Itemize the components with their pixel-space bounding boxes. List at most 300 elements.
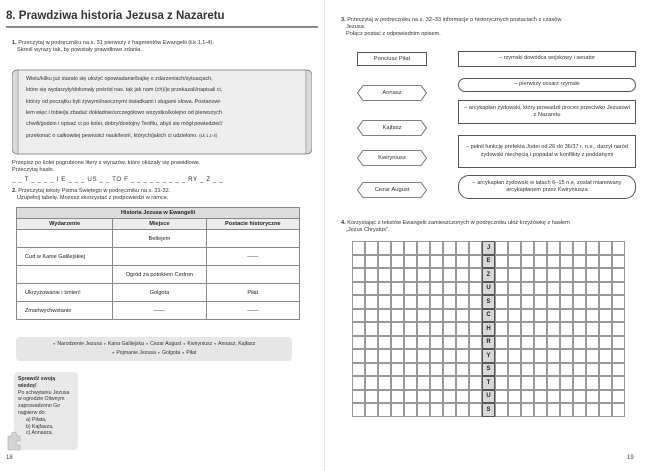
crossword-cell[interactable] <box>430 349 443 363</box>
crossword-cell[interactable] <box>599 241 612 255</box>
crossword-cell[interactable] <box>586 336 599 350</box>
crossword-cell[interactable] <box>547 268 560 282</box>
crossword-cell[interactable] <box>430 255 443 269</box>
crossword-cell[interactable] <box>391 322 404 336</box>
crossword-cell[interactable] <box>378 363 391 377</box>
crossword-cell[interactable] <box>430 309 443 323</box>
crossword-cell[interactable] <box>430 268 443 282</box>
crossword-cell[interactable] <box>378 336 391 350</box>
crossword-cell[interactable] <box>456 295 469 309</box>
crossword-cell[interactable] <box>521 241 534 255</box>
crossword-cell[interactable] <box>404 390 417 404</box>
crossword-cell[interactable] <box>469 322 482 336</box>
crossword-cell[interactable] <box>599 268 612 282</box>
crossword-cell[interactable] <box>612 390 625 404</box>
crossword-cell[interactable] <box>365 363 378 377</box>
crossword-cell[interactable] <box>443 268 456 282</box>
crossword-cell[interactable] <box>469 255 482 269</box>
crossword-cell[interactable] <box>560 363 573 377</box>
crossword-cell[interactable] <box>443 282 456 296</box>
crossword-cell[interactable] <box>352 403 365 417</box>
crossword-cell[interactable] <box>456 255 469 269</box>
crossword-cell[interactable] <box>378 349 391 363</box>
crossword-cell[interactable] <box>495 336 508 350</box>
crossword-cell[interactable] <box>352 241 365 255</box>
crossword-cell[interactable] <box>365 349 378 363</box>
crossword-cell[interactable] <box>417 241 430 255</box>
crossword-cell[interactable] <box>521 282 534 296</box>
crossword-key-cell: U <box>482 390 495 404</box>
crossword-cell[interactable] <box>495 268 508 282</box>
table-cell-event[interactable] <box>17 266 113 284</box>
crossword-cell[interactable] <box>352 309 365 323</box>
crossword-cell[interactable] <box>495 403 508 417</box>
crossword-cell[interactable] <box>443 403 456 417</box>
crossword-cell[interactable] <box>534 349 547 363</box>
crossword-cell[interactable] <box>417 295 430 309</box>
crossword-cell[interactable] <box>443 322 456 336</box>
crossword-cell[interactable] <box>560 349 573 363</box>
crossword-cell[interactable] <box>599 336 612 350</box>
crossword-cell[interactable] <box>599 255 612 269</box>
crossword-cell[interactable] <box>508 241 521 255</box>
crossword-cell[interactable] <box>508 309 521 323</box>
crossword-cell[interactable] <box>378 309 391 323</box>
crossword-cell[interactable] <box>469 336 482 350</box>
description-box[interactable]: – pierwszy cesarz rzymski <box>458 78 636 92</box>
crossword-cell[interactable] <box>456 322 469 336</box>
crossword-cell[interactable] <box>521 363 534 377</box>
crossword-cell[interactable] <box>456 376 469 390</box>
crossword-cell[interactable] <box>547 322 560 336</box>
crossword-cell[interactable] <box>495 241 508 255</box>
crossword-cell[interactable] <box>404 349 417 363</box>
crossword-cell[interactable] <box>443 390 456 404</box>
crossword-cell[interactable] <box>521 309 534 323</box>
person-kajfasz[interactable] <box>357 120 427 136</box>
crossword-cell[interactable] <box>391 241 404 255</box>
crossword-cell[interactable] <box>612 255 625 269</box>
column-header: Wydarzenie <box>17 219 113 230</box>
crossword-cell[interactable] <box>456 349 469 363</box>
crossword-cell[interactable] <box>508 363 521 377</box>
crossword-cell[interactable] <box>521 336 534 350</box>
crossword-cell[interactable] <box>495 376 508 390</box>
crossword-cell[interactable] <box>443 349 456 363</box>
crossword-cell[interactable] <box>521 390 534 404</box>
crossword-cell[interactable] <box>469 295 482 309</box>
crossword-cell[interactable] <box>599 376 612 390</box>
crossword-cell[interactable] <box>534 295 547 309</box>
crossword-cell[interactable] <box>573 309 586 323</box>
crossword-cell[interactable] <box>378 255 391 269</box>
crossword-cell[interactable] <box>404 363 417 377</box>
crossword-cell[interactable] <box>560 336 573 350</box>
description-box[interactable]: – arcykapłan żydowski, który prowadził proces przeciwko Jezusowi z Nazaretu <box>458 100 636 124</box>
crossword-cell[interactable] <box>573 376 586 390</box>
crossword-cell[interactable] <box>352 322 365 336</box>
crossword-cell[interactable] <box>508 268 521 282</box>
crossword-key-cell: U <box>482 282 495 296</box>
crossword-cell[interactable] <box>586 295 599 309</box>
crossword-cell[interactable] <box>534 390 547 404</box>
crossword-cell[interactable] <box>599 295 612 309</box>
crossword-cell[interactable] <box>352 376 365 390</box>
crossword-cell[interactable] <box>534 255 547 269</box>
crossword-cell[interactable] <box>378 282 391 296</box>
knowledge-check-box <box>14 372 78 450</box>
crossword-cell[interactable] <box>612 322 625 336</box>
knowledge-check-title: Sprawdź swoją wiedzę! <box>18 376 56 389</box>
crossword-cell[interactable] <box>586 241 599 255</box>
crossword-cell[interactable] <box>469 349 482 363</box>
crossword-cell[interactable] <box>547 309 560 323</box>
table-cell-place[interactable] <box>113 248 206 266</box>
crossword-cell[interactable] <box>612 336 625 350</box>
crossword-cell[interactable] <box>573 363 586 377</box>
scroll-line: które się wydarzyły/dokonały pośród nas, tak jak nam (ch)/je przekazali/napisali ci, <box>26 87 223 94</box>
crossword-cell[interactable] <box>547 255 560 269</box>
crossword-cell[interactable] <box>495 255 508 269</box>
crossword-cell[interactable] <box>495 282 508 296</box>
knowledge-check-question: najpierw do: <box>18 409 46 416</box>
crossword-cell[interactable] <box>417 336 430 350</box>
crossword-cell[interactable] <box>612 403 625 417</box>
crossword-key-cell: S <box>482 363 495 377</box>
crossword-cell[interactable] <box>586 349 599 363</box>
crossword-cell[interactable] <box>586 376 599 390</box>
crossword-key-cell: S <box>482 403 495 417</box>
crossword-cell[interactable] <box>469 282 482 296</box>
crossword-cell[interactable] <box>508 322 521 336</box>
crossword-cell[interactable] <box>378 322 391 336</box>
crossword-cell[interactable] <box>456 268 469 282</box>
crossword-cell[interactable] <box>508 282 521 296</box>
crossword-cell[interactable] <box>521 349 534 363</box>
crossword-cell[interactable] <box>573 241 586 255</box>
crossword-cell[interactable] <box>495 390 508 404</box>
crossword-cell[interactable] <box>612 349 625 363</box>
crossword-cell[interactable] <box>456 363 469 377</box>
table-cell-person[interactable] <box>206 230 299 248</box>
crossword-cell[interactable] <box>391 295 404 309</box>
person-ponciusz-pilat[interactable]: Ponciusz Piłat <box>357 52 427 66</box>
hint-words-line-2: ∘ Pojmanie Jezusa ∘ Golgota ∘ Piłat <box>111 350 197 356</box>
crossword-cell[interactable] <box>599 282 612 296</box>
crossword-cell[interactable] <box>443 363 456 377</box>
crossword-cell[interactable] <box>365 282 378 296</box>
crossword-cell[interactable] <box>443 295 456 309</box>
crossword-cell[interactable] <box>378 268 391 282</box>
answer-option-c[interactable]: c) Annasza. <box>26 430 54 437</box>
crossword-cell[interactable] <box>430 336 443 350</box>
crossword-cell[interactable] <box>508 390 521 404</box>
crossword-cell[interactable] <box>495 349 508 363</box>
crossword-cell[interactable] <box>417 268 430 282</box>
crossword-cell[interactable] <box>404 295 417 309</box>
crossword-cell[interactable] <box>573 268 586 282</box>
crossword-cell[interactable] <box>365 322 378 336</box>
password-blanks[interactable]: _ _ T _ _ _ _ I E _ _ _ US _ _ TO F _ _ _ _ _ _ _ _ _ RY _ Z _ _ <box>12 176 224 183</box>
crossword-cell[interactable] <box>469 268 482 282</box>
knowledge-check-question: zaprowadzono Go <box>18 403 61 410</box>
crossword-cell[interactable] <box>352 282 365 296</box>
crossword-cell[interactable] <box>560 403 573 417</box>
table-cell-person[interactable] <box>206 266 299 284</box>
crossword-cell[interactable] <box>612 295 625 309</box>
crossword-cell[interactable] <box>391 363 404 377</box>
person-kwiryniusz[interactable] <box>357 150 427 166</box>
crossword-cell[interactable] <box>534 268 547 282</box>
table-cell-event: Zmartwychwstanie <box>17 302 113 320</box>
crossword-cell[interactable] <box>573 403 586 417</box>
crossword-cell[interactable] <box>599 363 612 377</box>
table-row <box>17 230 300 248</box>
crossword-cell[interactable] <box>456 403 469 417</box>
crossword-cell[interactable] <box>586 322 599 336</box>
crossword-cell[interactable] <box>508 336 521 350</box>
crossword-cell[interactable] <box>573 295 586 309</box>
crossword-cell[interactable] <box>547 295 560 309</box>
crossword-cell[interactable] <box>547 349 560 363</box>
crossword-cell[interactable] <box>508 255 521 269</box>
description-box[interactable]: – arcykapłan żydowski w latach 6–15 n.e, został mianowany arcykapłanem przez Kwiryniusza <box>458 175 636 199</box>
crossword-cell[interactable] <box>547 363 560 377</box>
crossword-cell[interactable] <box>560 255 573 269</box>
crossword-cell[interactable] <box>560 241 573 255</box>
crossword-cell[interactable] <box>417 322 430 336</box>
crossword-cell[interactable] <box>469 376 482 390</box>
crossword-cell[interactable] <box>573 390 586 404</box>
crossword-cell[interactable] <box>391 376 404 390</box>
crossword-cell[interactable] <box>586 255 599 269</box>
crossword-cell[interactable] <box>534 241 547 255</box>
description-box[interactable]: – rzymski dowódca wojskowy i senator <box>458 51 636 67</box>
crossword-cell[interactable] <box>586 403 599 417</box>
crossword-cell[interactable] <box>560 322 573 336</box>
crossword-cell[interactable] <box>417 282 430 296</box>
crossword-cell[interactable] <box>378 390 391 404</box>
crossword-cell[interactable] <box>534 309 547 323</box>
crossword-cell[interactable] <box>430 322 443 336</box>
crossword-cell[interactable] <box>560 309 573 323</box>
crossword-cell[interactable] <box>404 309 417 323</box>
crossword-cell[interactable] <box>469 241 482 255</box>
crossword-cell[interactable] <box>508 349 521 363</box>
crossword-cell[interactable] <box>365 255 378 269</box>
crossword-cell[interactable] <box>612 282 625 296</box>
crossword-cell[interactable] <box>456 282 469 296</box>
crossword-cell[interactable] <box>417 309 430 323</box>
crossword-cell[interactable] <box>352 268 365 282</box>
person-cezar-august[interactable] <box>357 182 427 198</box>
crossword-cell[interactable] <box>456 309 469 323</box>
crossword-cell[interactable] <box>586 390 599 404</box>
crossword-cell[interactable] <box>391 255 404 269</box>
crossword-cell[interactable] <box>430 376 443 390</box>
task-2-instructions <box>12 188 170 202</box>
crossword-cell[interactable] <box>612 363 625 377</box>
crossword-cell[interactable] <box>612 241 625 255</box>
crossword-cell[interactable] <box>378 295 391 309</box>
scroll-line: przekonać o całkowitej pewności nauk/teorii, których/jakich ci udzielono. (Łk 1,1-4) <box>26 133 218 140</box>
crossword-cell[interactable] <box>365 390 378 404</box>
crossword-cell[interactable] <box>547 336 560 350</box>
crossword-cell[interactable] <box>404 322 417 336</box>
crossword-cell[interactable] <box>534 376 547 390</box>
crossword-cell[interactable] <box>586 363 599 377</box>
crossword-cell[interactable] <box>599 390 612 404</box>
crossword-cell[interactable] <box>573 282 586 296</box>
crossword-cell[interactable] <box>508 295 521 309</box>
crossword-cell[interactable] <box>417 390 430 404</box>
crossword-cell[interactable] <box>443 255 456 269</box>
answer-option-b[interactable]: b) Kajfasza, <box>26 423 54 430</box>
crossword-cell[interactable] <box>573 322 586 336</box>
crossword-cell[interactable] <box>391 336 404 350</box>
crossword-cell[interactable] <box>352 349 365 363</box>
crossword-cell[interactable] <box>586 268 599 282</box>
crossword-cell[interactable] <box>352 390 365 404</box>
crossword-cell[interactable] <box>612 309 625 323</box>
crossword-cell[interactable] <box>534 282 547 296</box>
crossword-cell[interactable] <box>365 403 378 417</box>
crossword-cell[interactable] <box>417 255 430 269</box>
crossword-cell[interactable] <box>404 336 417 350</box>
crossword-cell[interactable] <box>352 295 365 309</box>
crossword-cell[interactable] <box>391 282 404 296</box>
crossword-cell[interactable] <box>430 282 443 296</box>
crossword-cell[interactable] <box>573 349 586 363</box>
crossword-cell[interactable] <box>352 255 365 269</box>
crossword-cell[interactable] <box>443 309 456 323</box>
crossword-cell[interactable] <box>378 403 391 417</box>
crossword-key-cell: S <box>482 295 495 309</box>
crossword-cell[interactable] <box>469 390 482 404</box>
crossword-cell[interactable] <box>404 282 417 296</box>
crossword-cell[interactable] <box>430 403 443 417</box>
crossword-cell[interactable] <box>599 403 612 417</box>
crossword-cell[interactable] <box>365 268 378 282</box>
crossword-cell[interactable] <box>521 268 534 282</box>
crossword-cell[interactable] <box>404 241 417 255</box>
crossword-cell[interactable] <box>547 390 560 404</box>
crossword-cell[interactable] <box>560 268 573 282</box>
crossword-cell[interactable] <box>365 376 378 390</box>
person-annasz[interactable] <box>357 85 427 101</box>
crossword-cell[interactable] <box>417 349 430 363</box>
crossword-cell[interactable] <box>391 268 404 282</box>
crossword-cell[interactable] <box>508 376 521 390</box>
crossword-cell[interactable] <box>560 295 573 309</box>
crossword-cell[interactable] <box>378 241 391 255</box>
crossword-cell[interactable] <box>456 390 469 404</box>
followup-line-2: Przeczytaj hasło. <box>12 167 55 173</box>
crossword-cell[interactable] <box>599 349 612 363</box>
crossword-cell[interactable] <box>560 390 573 404</box>
crossword-cell[interactable] <box>404 403 417 417</box>
crossword-cell[interactable] <box>430 295 443 309</box>
crossword-cell[interactable] <box>469 309 482 323</box>
crossword-cell[interactable] <box>430 241 443 255</box>
crossword-cell[interactable] <box>521 403 534 417</box>
crossword-cell[interactable] <box>560 376 573 390</box>
crossword-cell[interactable] <box>508 403 521 417</box>
crossword-cell[interactable] <box>534 336 547 350</box>
crossword-cell[interactable] <box>469 403 482 417</box>
crossword-cell[interactable] <box>547 403 560 417</box>
crossword-cell[interactable] <box>365 309 378 323</box>
crossword-cell[interactable] <box>521 255 534 269</box>
crossword-cell[interactable] <box>599 322 612 336</box>
crossword-cell[interactable] <box>443 376 456 390</box>
history-table <box>16 207 300 320</box>
crossword-cell[interactable] <box>365 241 378 255</box>
crossword-cell[interactable] <box>612 376 625 390</box>
crossword-cell[interactable] <box>365 295 378 309</box>
crossword-cell[interactable] <box>534 363 547 377</box>
crossword-cell[interactable] <box>443 336 456 350</box>
crossword-cell[interactable] <box>391 390 404 404</box>
crossword-cell[interactable] <box>612 268 625 282</box>
description-box[interactable]: – pełnił funkcję prefekta Judei od 26 do 36/37 r. n.e., darzył naród żydowski niechęcią i popadał w konflikty z poddanymi <box>458 135 636 168</box>
crossword-cell[interactable] <box>547 241 560 255</box>
crossword-cell[interactable] <box>391 349 404 363</box>
crossword-cell[interactable] <box>534 322 547 336</box>
crossword-cell[interactable] <box>521 376 534 390</box>
crossword-cell[interactable] <box>495 309 508 323</box>
crossword-cell[interactable] <box>495 322 508 336</box>
crossword-cell[interactable] <box>365 336 378 350</box>
crossword-cell[interactable] <box>547 376 560 390</box>
crossword-cell[interactable] <box>443 241 456 255</box>
crossword-cell[interactable] <box>521 295 534 309</box>
table-cell-person: —— <box>206 248 299 266</box>
answer-option-a[interactable]: a) Piłata, <box>26 416 47 423</box>
crossword-cell[interactable] <box>430 390 443 404</box>
crossword-cell[interactable] <box>599 309 612 323</box>
crossword-cell[interactable] <box>547 282 560 296</box>
crossword-cell[interactable] <box>417 376 430 390</box>
crossword-cell[interactable] <box>560 282 573 296</box>
crossword-cell[interactable] <box>404 255 417 269</box>
crossword-cell[interactable] <box>430 363 443 377</box>
crossword-cell[interactable] <box>456 336 469 350</box>
crossword-cell[interactable] <box>391 309 404 323</box>
crossword-cell[interactable] <box>586 309 599 323</box>
crossword-cell[interactable] <box>404 376 417 390</box>
crossword-cell[interactable] <box>469 363 482 377</box>
crossword-cell[interactable] <box>573 336 586 350</box>
crossword-cell[interactable] <box>404 268 417 282</box>
crossword-cell[interactable] <box>417 403 430 417</box>
crossword-cell[interactable] <box>534 403 547 417</box>
crossword-cell[interactable] <box>352 336 365 350</box>
crossword-cell[interactable] <box>521 322 534 336</box>
crossword-cell[interactable] <box>495 295 508 309</box>
crossword-cell[interactable] <box>391 403 404 417</box>
table-cell-event[interactable] <box>17 230 113 248</box>
crossword-cell[interactable] <box>456 241 469 255</box>
table-cell-place: Betlejem <box>113 230 206 248</box>
crossword-cell[interactable] <box>352 363 365 377</box>
crossword-key-cell: Z <box>482 268 495 282</box>
crossword-cell[interactable] <box>573 255 586 269</box>
crossword-cell[interactable] <box>378 376 391 390</box>
crossword-cell[interactable] <box>417 363 430 377</box>
crossword-cell[interactable] <box>586 282 599 296</box>
crossword-cell[interactable] <box>495 363 508 377</box>
